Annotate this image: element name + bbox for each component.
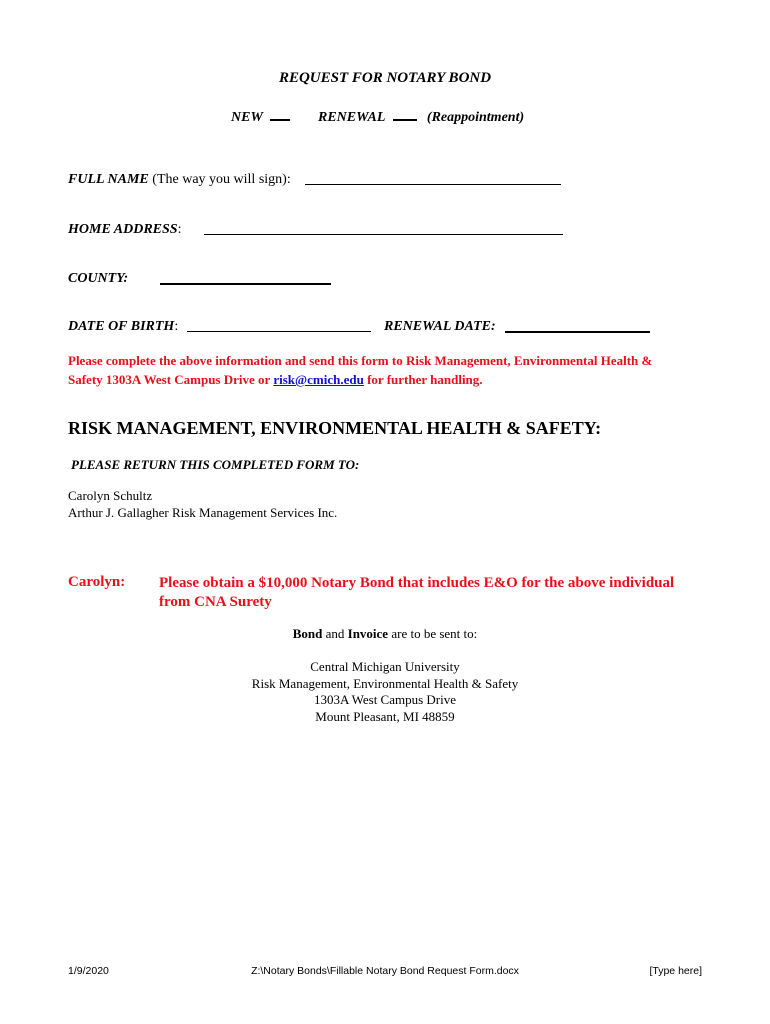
full-name-field[interactable] <box>305 172 561 185</box>
renewal-checkbox-blank[interactable] <box>393 107 417 121</box>
reappointment-label: (Reappointment) <box>426 110 525 125</box>
and-word: and <box>325 626 345 641</box>
invoice-word: Invoice <box>347 626 389 641</box>
county-label: COUNTY: <box>68 271 129 286</box>
dob-label: DATE OF BIRTH <box>68 319 175 334</box>
recipient-name: Carolyn Schultz <box>68 488 153 503</box>
full-name-label: FULL NAME <box>68 172 149 187</box>
address-line-3: 1303A West Campus Drive <box>313 692 457 707</box>
footer-placeholder: [Type here] <box>649 965 702 977</box>
dob-field[interactable] <box>187 319 371 332</box>
address-line-2: Risk Management, Environmental Health & Safety <box>251 675 519 691</box>
address-line-4: Mount Pleasant, MI 48859 <box>315 708 455 724</box>
recipient-company: Arthur J. Gallagher Risk Management Services Inc. <box>68 505 338 520</box>
instruction-line-2: from CNA Surety <box>159 594 272 610</box>
notice-text-3: for further handling. <box>367 372 483 387</box>
notice-line-1: Please complete the above information and send this form to Risk Management, Environmental Health & <box>68 353 653 368</box>
email-link[interactable]: risk@cmich.edu <box>273 372 364 387</box>
mailing-address <box>0 659 770 725</box>
recipient-block <box>68 487 337 521</box>
full-name-row <box>68 172 291 188</box>
instruction-line-1: Please obtain a $10,000 Notary Bond that includes E&O for the above individual <box>159 575 675 591</box>
submission-notice <box>68 351 728 389</box>
page-title: REQUEST FOR NOTARY BOND <box>278 70 492 86</box>
send-to-rest: are to be sent to: <box>391 626 478 641</box>
new-checkbox-blank[interactable] <box>270 107 290 121</box>
footer-date: 1/9/2020 <box>68 965 109 977</box>
section-heading: RISK MANAGEMENT, ENVIRONMENTAL HEALTH & SAFETY: <box>68 418 602 438</box>
new-label: NEW <box>231 110 263 125</box>
instruction-addressee: Carolyn: <box>68 574 126 590</box>
renewal-option <box>318 107 524 126</box>
send-to-line <box>0 626 770 642</box>
new-option <box>231 107 290 126</box>
dob-row: DATE OF BIRTH: <box>68 319 179 334</box>
footer-file-path: Z:\Notary Bonds\Fillable Notary Bond Request Form.docx <box>251 965 519 977</box>
county-field[interactable] <box>160 271 331 285</box>
return-label: PLEASE RETURN THIS COMPLETED FORM TO: <box>71 457 360 472</box>
address-line-1: Central Michigan University <box>310 659 460 674</box>
home-address-label: HOME ADDRESS <box>68 222 178 237</box>
notice-text-2: Safety 1303A West Campus Drive or <box>68 372 271 387</box>
notice-line-2 <box>68 370 728 389</box>
instruction-text <box>159 574 719 612</box>
bond-word: Bond <box>292 626 323 641</box>
full-name-hint: (The way you will sign): <box>152 172 291 187</box>
renewal-date-label: RENEWAL DATE: <box>384 319 496 334</box>
renewal-date-field[interactable] <box>505 319 650 333</box>
home-address-field[interactable] <box>204 222 563 235</box>
renewal-label: RENEWAL <box>318 110 385 125</box>
home-address-row: HOME ADDRESS: <box>68 222 182 237</box>
